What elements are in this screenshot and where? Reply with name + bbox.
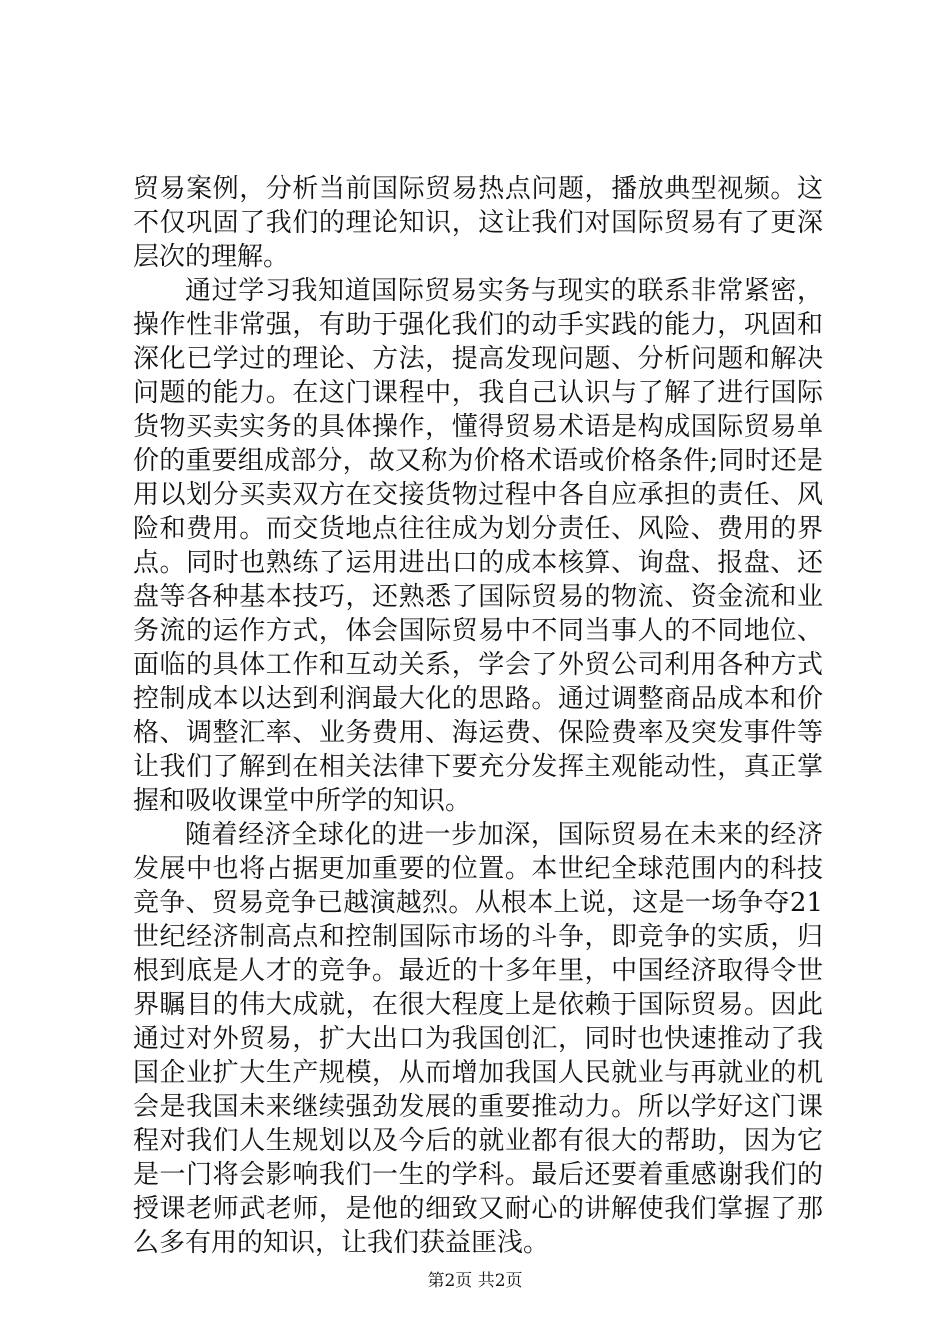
paragraph-2: 通过学习我知道国际贸易实务与现实的联系非常紧密，操作性非常强，有助于强化我们的动手实践的能力，巩固和深化已学过的理论、方法，提高发现问题、分析问题和解决问题的能力。在这门课程中，我自己认识与了解了进行国际货物买卖实务的具体操作，懂得贸易术语是构成国际贸易单价的重要组成部分，故又称为价格术语或价格条件;同时还是用以划分买卖双方在交接货物过程中各自应承担的责任、风险和费用。而交货地点往往成为划分责任、风险、费用的界点。同时也熟练了运用进出口的成本核算、询盘、报盘、还盘等各种基本技巧，还熟悉了国际贸易的物流、资金流和业务流的运作方式，体会国际贸易中不同当事人的不同地位、面临的具体工作和互动关系，学会了外贸公司利用各种方式控制成本以达到利润最大化的思路。通过调整商品成本和价格、调整汇率、业务费用、海运费、保险费率及突发事件等让我们了解到在相关法律下要充分发挥主观能动性，真正掌握和吸收课堂中所学的知识。 (133, 276, 823, 816)
paragraph-1: 贸易案例，分析当前国际贸易热点问题，播放典型视频。这不仅巩固了我们的理论知识，这让我们对国际贸易有了更深层次的理解。 (133, 174, 823, 272)
paragraph-3: 随着经济全球化的进一步加深，国际贸易在未来的经济发展中也将占据更加重要的位置。本世纪全球范围内的科技竞争、贸易竞争已越演越烈。从根本上说，这是一场争夺21世纪经济制高点和控制国际市场的斗争，即竞争的实质，归根到底是人才的竞争。最近的十多年里，中国经济取得令世界瞩目的伟大成就，在很大程度上是依赖于国际贸易。因此通过对外贸易，扩大出口为我国创汇，同时也快速推动了我国企业扩大生产规模，从而增加我国人民就业与再就业的机会是我国未来继续强劲发展的重要推动力。所以学好这门课程对我们人生规划以及今后的就业都有很大的帮助，因为它是一门将会影响我们一生的学科。最后还要着重感谢我们的授课老师武老师，是他的细致又耐心的讲解使我们掌握了那么多有用的知识，让我们获益匪浅。 (133, 820, 823, 1258)
page-footer (0, 1270, 950, 1292)
document-body (133, 172, 823, 1260)
page-number-label: 第2页 共2页 (427, 1271, 523, 1291)
